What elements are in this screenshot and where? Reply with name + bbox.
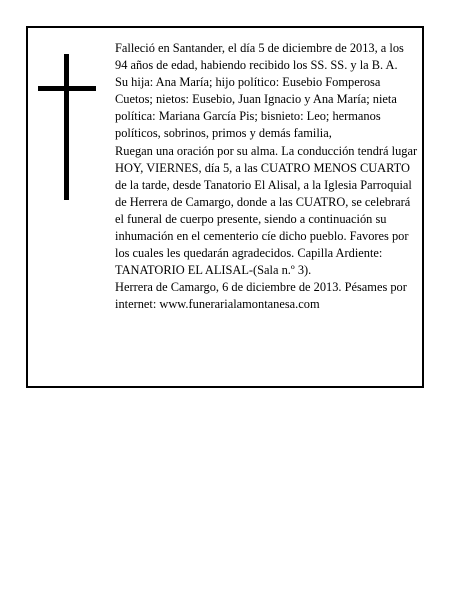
place-date-condolences: Herrera de Camargo, 6 de diciembre de 2013. Pésames por internet: www.funerarialamontanesa.com: [115, 280, 407, 312]
cross-vertical-bar: [64, 54, 69, 200]
cross-horizontal-bar: [38, 86, 96, 91]
obituary-text: [115, 40, 419, 314]
obituary-notice: [26, 26, 424, 388]
funeral-details: Ruegan una oración por su alma. La conducción tendrá lugar HOY, VIERNES, día 5, a las CUATRO MENOS CUARTO de la tarde, desde Tanatorio El Alisal, a la Iglesia Parroquial de Herrera de Camargo, donde a las CUATRO, se celebrará el funeral de cuerpo presente, siendo a continuación su inhumación en el cementerio cíe dicho pueblo. Favores por los cuales les quedarán agradecidos. Capilla Ardiente: TANATORIO EL ALISAL-(Sala n.º 3).: [115, 143, 418, 278]
cross-icon: [38, 54, 98, 200]
family-members: Su hija: Ana María; hijo político: Eusebio Fomperosa Cuetos; nietos: Eusebio, Juan Ignacio y Ana María; nieta política: Mariana García Pis; bisnieto: Leo; hermanos políticos, sobrinos, primos y demás familia,: [115, 75, 397, 141]
death-announcement: Falleció en Santander, el día 5 de diciembre de 2013, a los 94 años de edad, habiendo recibido los SS. SS. y la B. A.: [115, 41, 404, 73]
